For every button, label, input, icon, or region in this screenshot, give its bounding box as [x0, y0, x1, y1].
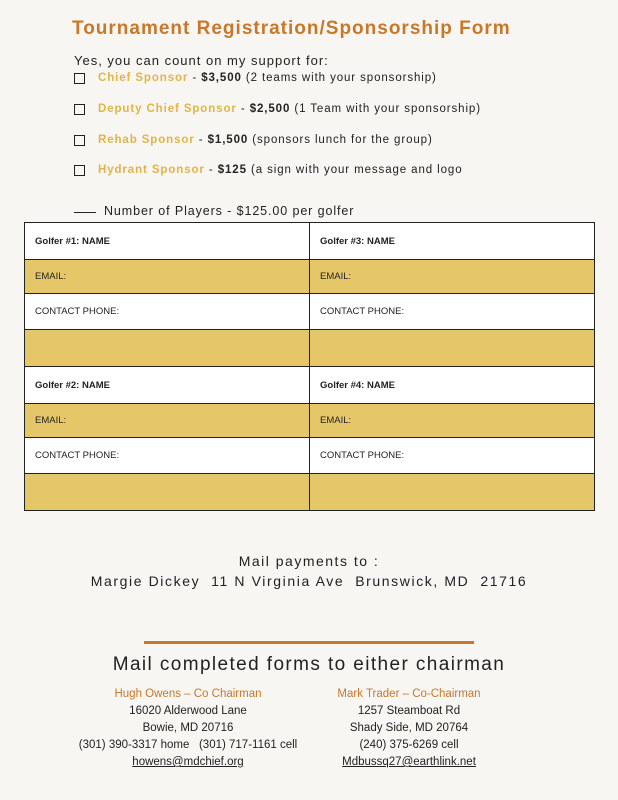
chairman-city: Bowie, MD 20716 — [142, 722, 234, 734]
option-price: $1,500 — [207, 134, 249, 146]
chairman-street: 1257 Steamboat Rd — [357, 705, 461, 717]
mail-payments-address: Margie Dickey 11 N Virginia Ave Brunswick, MD 21716 — [90, 573, 528, 589]
table-row — [25, 223, 595, 260]
players-label: Number of Players - $125.00 per golfer — [104, 204, 355, 218]
chief-sponsor-checkbox[interactable] — [74, 73, 85, 84]
golfer-1-phone-field[interactable]: CONTACT PHONE: — [25, 294, 310, 330]
table-row — [25, 367, 595, 404]
golfer-3-blank-field[interactable] — [310, 330, 595, 367]
golfer-4-name-field[interactable]: Golfer #4: NAME — [310, 367, 595, 404]
table-row — [25, 404, 595, 438]
option-rehab-sponsor — [74, 134, 433, 146]
option-description: (2 teams with your sponsorship) — [241, 72, 437, 84]
table-row — [25, 260, 595, 294]
golfer-3-email-field[interactable]: EMAIL: — [310, 260, 595, 294]
rehab-sponsor-checkbox[interactable] — [74, 135, 85, 146]
support-intro: Yes, you can count on my support for: — [74, 53, 329, 68]
hydrant-sponsor-checkbox[interactable] — [74, 165, 85, 176]
golfer-2-blank-field[interactable] — [25, 474, 310, 511]
golfer-3-phone-field[interactable]: CONTACT PHONE: — [310, 294, 595, 330]
section-divider — [144, 641, 474, 644]
golfer-2-email-field[interactable]: EMAIL: — [25, 404, 310, 438]
option-description: (sponsors lunch for the group) — [248, 134, 433, 146]
table-row — [25, 474, 595, 511]
number-of-players — [74, 204, 354, 218]
golfer-2-name-field[interactable]: Golfer #2: NAME — [25, 367, 310, 404]
golfer-1-name-field[interactable]: Golfer #1: NAME — [25, 223, 310, 260]
golfer-table — [24, 222, 595, 511]
option-separator: - — [188, 72, 202, 84]
chairman-street: 16020 Alderwood Lane — [129, 705, 247, 717]
option-separator: - — [204, 164, 218, 176]
option-chief-sponsor — [74, 72, 437, 84]
players-count-blank[interactable] — [74, 212, 96, 213]
option-name: Hydrant Sponsor — [98, 164, 205, 176]
option-description: (a sign with your message and logo — [246, 164, 463, 176]
option-hydrant-sponsor — [74, 164, 463, 176]
chairman-name: Hugh Owens – Co Chairman — [114, 688, 262, 700]
chairman-hugh-owens — [60, 686, 316, 771]
option-name: Rehab Sponsor — [98, 134, 195, 146]
golfer-4-blank-field[interactable] — [310, 474, 595, 511]
form-title: Tournament Registration/Sponsorship Form — [72, 18, 511, 39]
deputy-chief-sponsor-checkbox[interactable] — [74, 104, 85, 115]
option-price: $2,500 — [249, 103, 291, 115]
chairman-phone: (301) 390-3317 home (301) 717-1161 cell — [78, 739, 298, 751]
golfer-1-email-field[interactable]: EMAIL: — [25, 260, 310, 294]
golfer-2-phone-field[interactable]: CONTACT PHONE: — [25, 438, 310, 474]
golfer-3-name-field[interactable]: Golfer #3: NAME — [310, 223, 595, 260]
golfer-4-email-field[interactable]: EMAIL: — [310, 404, 595, 438]
golfer-1-blank-field[interactable] — [25, 330, 310, 367]
option-price: $3,500 — [201, 72, 242, 84]
chairman-name: Mark Trader – Co-Chairman — [337, 688, 481, 700]
chairman-city: Shady Side, MD 20764 — [349, 722, 469, 734]
chairman-email-link[interactable]: howens@mdchief.org — [132, 756, 244, 768]
chairman-email-link[interactable]: Mdbussq27@earthlink.net — [342, 756, 476, 768]
table-row — [25, 294, 595, 330]
chairman-phone: (240) 375-6269 cell — [359, 739, 459, 751]
option-deputy-chief-sponsor — [74, 103, 481, 115]
table-row — [25, 438, 595, 474]
table-row — [25, 330, 595, 367]
chairman-mark-trader — [318, 686, 500, 771]
mail-payments-label: Mail payments to : — [238, 553, 380, 569]
option-price: $125 — [217, 164, 247, 176]
option-name: Deputy Chief Sponsor — [98, 103, 237, 115]
golfer-4-phone-field[interactable]: CONTACT PHONE: — [310, 438, 595, 474]
chairmen-heading: Mail completed forms to either chairman — [112, 654, 506, 675]
option-separator: - — [194, 134, 208, 146]
option-description: (1 Team with your sponsorship) — [290, 103, 481, 115]
option-name: Chief Sponsor — [98, 72, 189, 84]
option-separator: - — [236, 103, 250, 115]
